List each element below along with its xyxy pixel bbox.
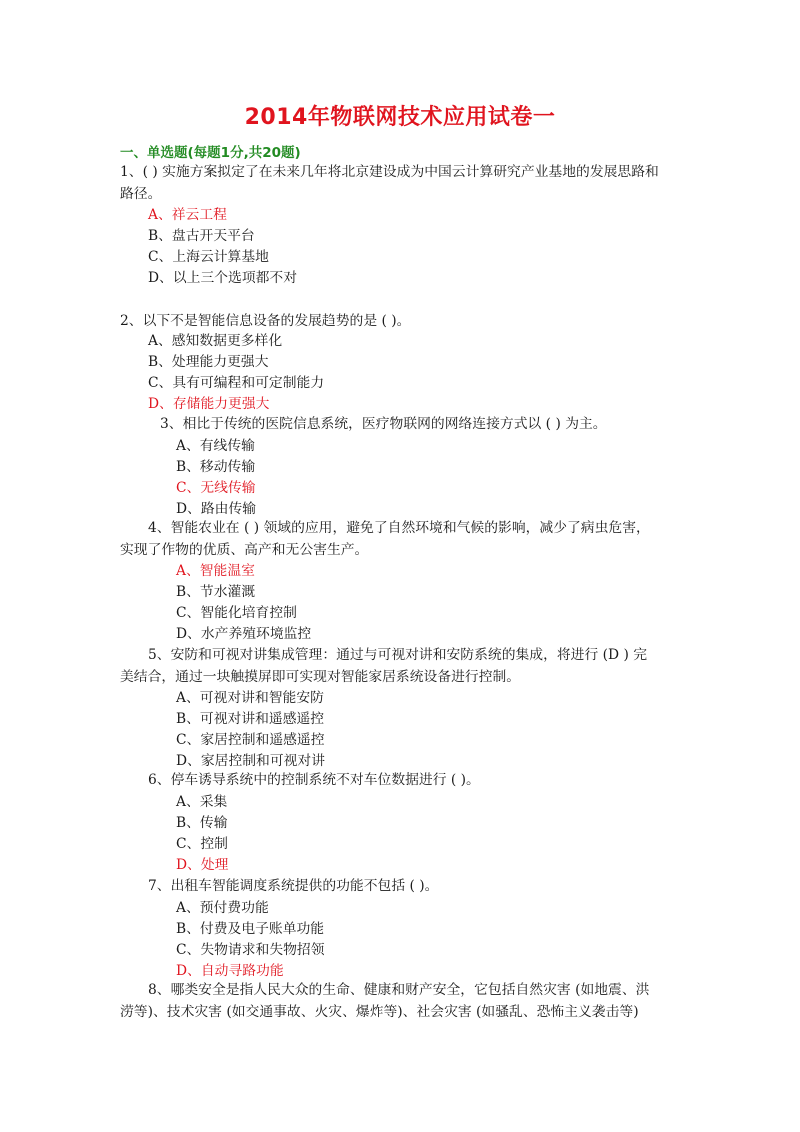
- question-5-option-b: B、可视对讲和遥感遥控: [176, 711, 325, 727]
- question-3-stem-line: 3、相比于传统的医院信息系统，医疗物联网的网络连接方式以 ( ) 为主。: [160, 416, 607, 432]
- question-4-stem-line: 4、智能农业在 ( ) 领域的应用，避免了自然环境和气候的影响，减少了病虫危害，: [148, 520, 650, 536]
- question-6-stem-line: 6、停车诱导系统中的控制系统不对车位数据进行 ( )。: [148, 772, 480, 788]
- question-5-stem-line: 美结合，通过一块触摸屏即可实现对智能家居系统设备进行控制。: [120, 669, 521, 685]
- question-3-option-d: D、路由传输: [176, 501, 257, 517]
- section-heading: 一、单选题(每题1分,共20题): [120, 145, 301, 161]
- question-3-option-c: C、无线传输: [176, 480, 256, 496]
- question-1-option-c: C、上海云计算基地: [148, 249, 269, 265]
- question-4-stem-line: 实现了作物的优质、高产和无公害生产。: [120, 542, 369, 558]
- question-6-option-a: A、采集: [176, 794, 228, 810]
- question-7-option-a: A、预付费功能: [176, 900, 269, 916]
- question-4-option-a: A、智能温室: [176, 563, 255, 579]
- question-8-stem-line: 8、哪类安全是指人民大众的生命、健康和财产安全，它包括自然灾害 (如地震、洪: [148, 982, 650, 998]
- question-7-option-c: C、失物请求和失物招领: [176, 942, 325, 958]
- question-5-stem-line: 5、安防和可视对讲集成管理：通过与可视对讲和安防系统的集成，将进行 (D ) 完: [148, 647, 648, 663]
- question-7-option-b: B、付费及电子账单功能: [176, 921, 325, 937]
- question-5-option-a: A、可视对讲和智能安防: [176, 690, 324, 706]
- question-2-option-b: B、处理能力更强大: [148, 354, 269, 370]
- question-6-option-c: C、控制: [176, 836, 228, 852]
- question-6-option-b: B、传输: [176, 815, 228, 831]
- question-1-option-a: A、祥云工程: [148, 207, 227, 223]
- question-5-option-c: C、家居控制和遥感遥控: [176, 732, 325, 748]
- question-1-stem-line: 1、( ) 实施方案拟定了在未来几年将北京建设成为中国云计算研究产业基地的发展思路和: [120, 164, 659, 180]
- question-1-option-d: D、以上三个选项都不对: [148, 270, 298, 286]
- question-5-option-d: D、家居控制和可视对讲: [176, 753, 326, 769]
- question-1-option-b: B、盘古开天平台: [148, 228, 255, 244]
- question-4-option-b: B、节水灌溉: [176, 584, 256, 600]
- question-8-stem-line: 涝等)、技术灾害 (如交通事故、火灾、爆炸等)、社会灾害 (如骚乱、恐怖主义袭击等): [120, 1004, 639, 1020]
- question-2-stem-line: 2、以下不是智能信息设备的发展趋势的是 ( )。: [120, 313, 411, 329]
- question-7-stem-line: 7、出租车智能调度系统提供的功能不包括 ( )。: [148, 878, 439, 894]
- question-2-option-d: D、存储能力更强大: [148, 396, 270, 412]
- question-6-option-d: D、处理: [176, 857, 229, 873]
- question-4-option-d: D、水产养殖环境监控: [176, 626, 312, 642]
- question-3-option-a: A、有线传输: [176, 438, 255, 454]
- question-4-option-c: C、智能化培育控制: [176, 605, 297, 621]
- page-title: 2014年物联网技术应用试卷一: [244, 105, 556, 130]
- question-1-stem-line: 路径。: [120, 186, 162, 202]
- question-2-option-c: C、具有可编程和可定制能力: [148, 375, 325, 391]
- question-7-option-d: D、自动寻路功能: [176, 963, 284, 979]
- question-2-option-a: A、感知数据更多样化: [148, 333, 283, 349]
- question-3-option-b: B、移动传输: [176, 459, 256, 475]
